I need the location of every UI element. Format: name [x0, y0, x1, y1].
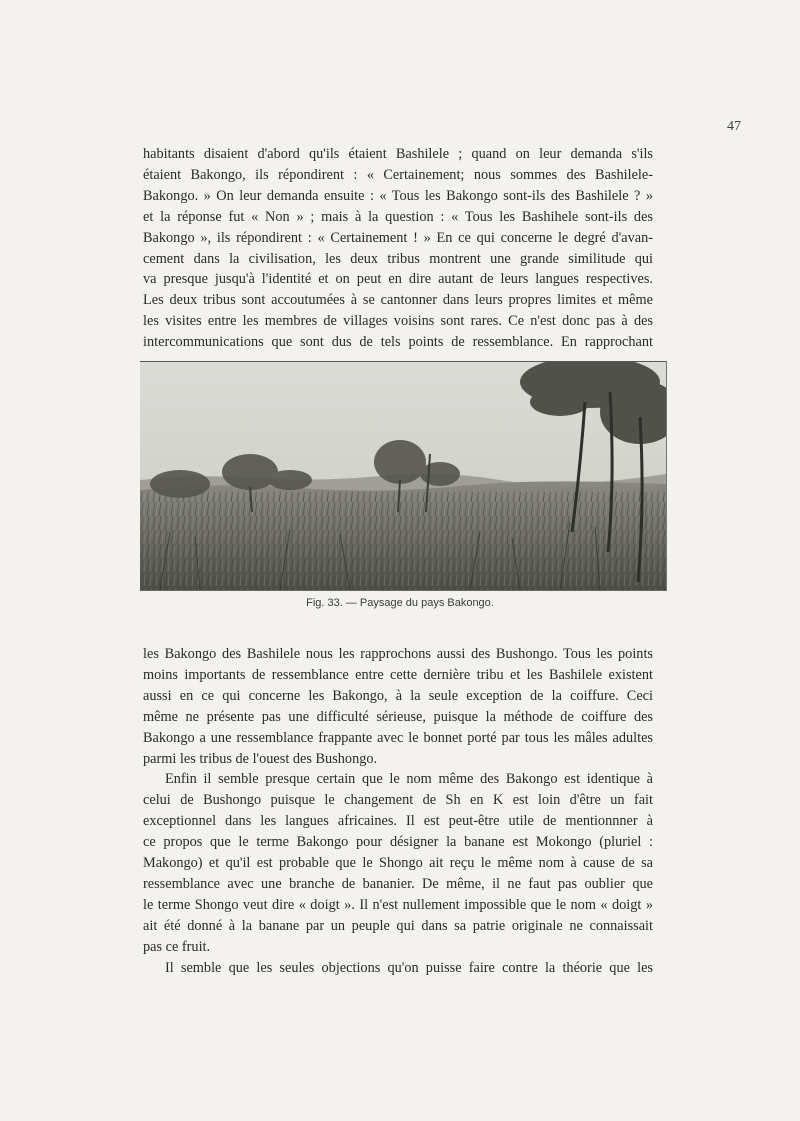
- text-line: Les deux tribus sont accoutumées à se cantonner dans leurs propres limites et même: [143, 292, 653, 309]
- text-line: les Bakongo des Bashilele nous les rapprochons aussi des Bushongo. Tous les points: [143, 646, 653, 662]
- figure-caption: Fig. 33. — Paysage du pays Bakongo.: [306, 597, 494, 609]
- text-line: exceptionnel dans les langues africaines. Il est peut-être utile de mentionnner à: [143, 813, 653, 830]
- text-line: intercommunications que sont dus de tels points de ressemblance. En rapprochant: [143, 334, 653, 351]
- landscape-photo-illustration: [140, 362, 666, 590]
- paragraph: [143, 958, 653, 979]
- text-line: va presque jusqu'à l'identité et on peut en dire autant de leurs langues respectives.: [143, 271, 653, 288]
- text-line: ressemblance avec une branche de bananier. De même, il ne faut pas oublier que: [143, 875, 653, 892]
- text-line: pas ce fruit.: [143, 938, 211, 955]
- paragraph: [143, 769, 653, 957]
- text-line: Bakongo », ils répondirent : « Certainement ! » En ce qui concerne le degré d'avan-: [143, 229, 653, 246]
- text-line: celui de Bushongo puisque le changement de Sh en K est loin d'être un fait: [143, 792, 653, 809]
- text-line: les visites entre les membres de villages voisins sont rares. Ce n'est donc pas à des: [143, 313, 653, 330]
- text-line: habitants disaient d'abord qu'ils étaient Bashilele ; quand on leur demanda s'ils: [143, 146, 653, 162]
- page-number: 47: [727, 119, 741, 134]
- landscape-photograph: [140, 361, 667, 591]
- text-line: Enfin il semble presque certain que le nom même des Bakongo est identique à: [165, 771, 653, 788]
- text-line: Bakongo. » On leur demanda ensuite : « Tous les Bakongo sont-ils des Bashilele ? »: [143, 187, 653, 204]
- text-line: moins importants de ressemblance entre cette dernière tribu et les Bashilele existent: [143, 666, 653, 683]
- text-line: ce propos que le terme Bakongo pour désigner la banane est Mokongo (pluriel :: [143, 834, 653, 851]
- text-line: même ne présente pas une difficulté sérieuse, puisque la méthode de coiffure des: [143, 708, 653, 725]
- text-line: et la réponse fut « Non » ; mais à la question : « Tous les Bashihele sont-ils des: [143, 208, 653, 225]
- paragraph: [143, 644, 653, 769]
- top-paragraph: [143, 144, 653, 353]
- text-line: le terme Shongo veut dire « doigt ». Il n'est nullement impossible que le nom « doigt »: [143, 896, 653, 913]
- text-line: Il semble que les seules objections qu'on puisse faire contre la théorie que les: [165, 959, 653, 976]
- text-line: Makongo) et qu'il est probable que le Shongo ait reçu le même nom à cause de sa: [143, 855, 653, 872]
- text-line: cement dans la civilisation, les deux tribus montrent une grande similitude qui: [143, 250, 653, 267]
- text-line: aussi en ce qui concerne les Bakongo, à la seule exception de la coiffure. Ceci: [143, 687, 653, 704]
- text-line: Bakongo a une ressemblance frappante avec le bonnet porté par tous les mâles adultes: [143, 729, 653, 746]
- text-line: parmi les tribus de l'ouest des Bushongo.: [143, 750, 378, 767]
- text-line: étaient Bakongo, ils répondirent : « Certainement; nous sommes des Bashilele-: [143, 166, 653, 183]
- text-line: ait été donné à la banane par un peuple qui dans sa patrie originale ne connaissait: [143, 917, 653, 934]
- bottom-text: [143, 644, 653, 979]
